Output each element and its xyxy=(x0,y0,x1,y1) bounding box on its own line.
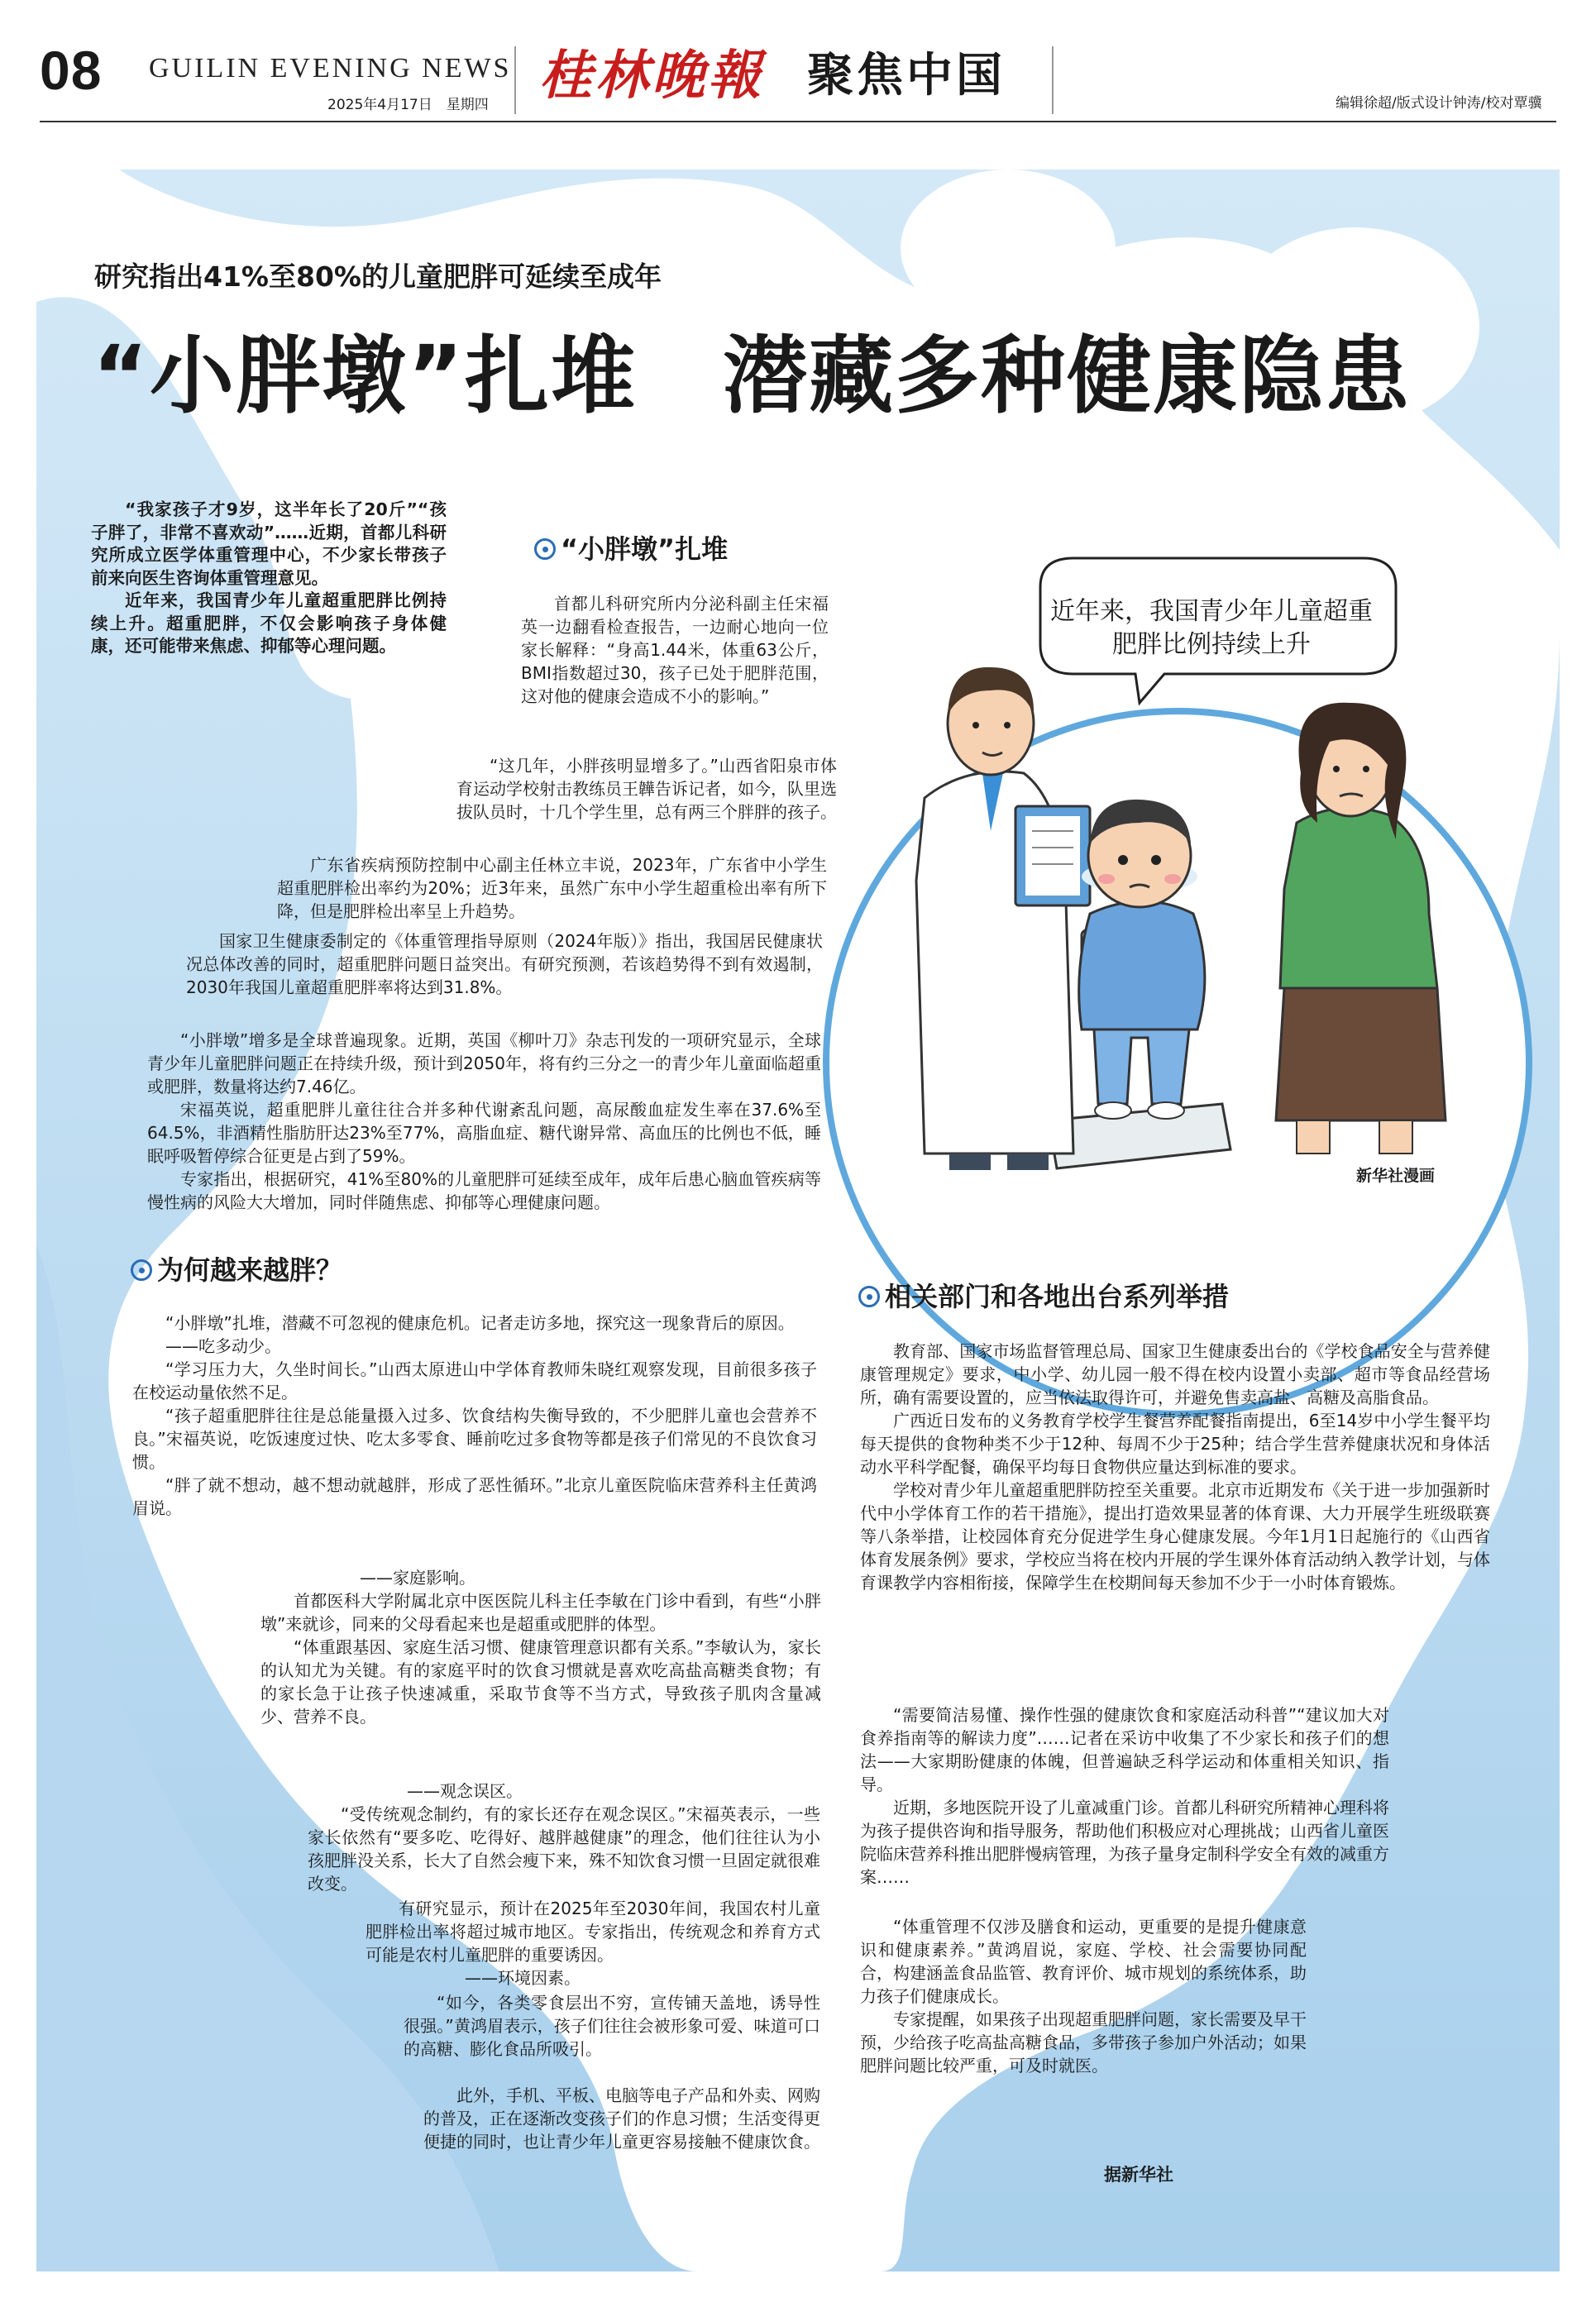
section2-text xyxy=(132,1311,817,1520)
section1-text xyxy=(186,929,823,999)
body-paragraph: “胖了就不想动，越不想动就越胖，形成了恶性循环。”北京儿童医院临床营养科主任黄鸿眉说。 xyxy=(132,1475,817,1518)
illustration-credit: 新华社漫画 xyxy=(1356,1167,1436,1185)
body-paragraph: “小胖墩”扎堆，潜藏不可忽视的健康危机。记者走访多地，探究这一现象背后的原因。 xyxy=(165,1313,795,1333)
header-rule xyxy=(40,121,1556,122)
child-figure xyxy=(1079,800,1205,1119)
article-source: 据新华社 xyxy=(1104,2165,1173,2185)
body-paragraph: ——家庭影响。 xyxy=(360,1568,475,1588)
header-divider xyxy=(514,46,516,114)
body-paragraph: “体重管理不仅涉及膳食和运动，更重要的是提升健康意识和健康素养。”黄鸿眉说，家庭、学校、社会需要协同配合，构建涵盖食品监管、教育评价、城市规划的系统体系，助力孩子们健康成长。 xyxy=(860,1917,1307,2006)
body-paragraph: 此外，手机、平板、电脑等电子产品和外卖、网购的普及，正在逐渐改变孩子们的作息习惯；生活变得更便捷的同时，也让青少年儿童更容易接触不健康饮食。 xyxy=(423,2085,820,2152)
body-paragraph: 广东省疾病预防控制中心副主任林立丰说，2023年，广东省中小学生超重肥胖检出率约为20%；近3年来，虽然广东中小学生超重检出率有所下降，但是肥胖检出率呈上升趋势。 xyxy=(277,855,827,921)
section-marker-icon xyxy=(534,538,556,560)
section1-text xyxy=(147,1029,821,1214)
body-paragraph: 国家卫生健康委制定的《体重管理指导原则（2024年版）》指出，我国居民健康状况总体改善的同时，超重肥胖问题日益突出。有研究预测，若该趋势得不到有效遏制，2030年我国儿童超重肥胖率将达到31.8%。 xyxy=(186,931,823,997)
article-headline: “小胖墩”扎堆 潜藏多种健康隐患 xyxy=(93,327,1412,426)
body-paragraph: “如今，各类零食层出不穷，宣传铺天盖地，诱导性很强。”黄鸿眉表示，孩子们往往会被形象可爱、味道可口的高糖、膨化食品所吸引。 xyxy=(404,1993,820,2059)
body-paragraph: “学习压力大，久坐时间长。”山西太原进山中学体育教师朱晓红观察发现，目前很多孩子在校运动量依然不足。 xyxy=(132,1359,817,1402)
lead-paragraph: “我家孩子才9岁，这半年长了20斤”“孩子胖了，非常不喜欢动”……近期，首都儿科研究所成立医学体重管理中心，不少家长带孩子前来向医生咨询体重管理意见。 xyxy=(91,499,447,588)
speech-bubble-text: 近年来，我国青少年儿童超重肥胖比例持续上升 xyxy=(1050,597,1373,659)
body-paragraph: “受传统观念制约，有的家长还存在观念误区。”宋福英表示，一些家长依然有“要多吃、吃得好、越胖越健康”的理念，他们往往认为小孩肥胖没关系，长大了自然会瘦下来，殊不知饮食习惯一旦固定就很难改变。 xyxy=(308,1804,820,1894)
section-heading-text: 为何越来越胖？ xyxy=(157,1254,343,1286)
body-paragraph: 宋福英说，超重肥胖儿童往往合并多种代谢紊乱问题，高尿酸血症发生率在37.6%至64.5%，非酒精性脂肪肝达23%至77%，高脂血症、糖代谢异常、高血压的比例也不低，睡眠呼吸暂停综合征更是占到了59%。 xyxy=(147,1100,821,1166)
section1-text xyxy=(456,754,837,824)
section1-text xyxy=(277,853,827,923)
newspaper-english-name: GUILIN EVENING NEWS xyxy=(149,53,512,84)
body-paragraph: 专家指出，根据研究，41%至80%的儿童肥胖可延续至成年，成年后患心脑血管疾病等慢性病的风险大大增加，同时伴随焦虑、抑郁等心理健康问题。 xyxy=(147,1169,821,1212)
section-heading-text: “小胖墩”扎堆 xyxy=(561,533,729,565)
section-heading xyxy=(858,1283,1229,1310)
body-paragraph: 近期，多地医院开设了儿童减重门诊。首都儿科研究所精神心理科将为孩子提供咨询和指导服务，帮助他们积极应对心理挑战；山西省儿童医院临床营养科推出肥胖慢病管理，为孩子量身定制科学安全有效的减重方案…… xyxy=(860,1798,1389,1887)
article-lead xyxy=(91,499,447,658)
body-paragraph: ——观念误区。 xyxy=(407,1781,523,1801)
body-paragraph: “这几年，小胖孩明显增多了。”山西省阳泉市体育运动学校射击教练员王韡告诉记者，如今，队里选拔队员时，十几个学生里，总有两三个胖胖的孩子。 xyxy=(456,756,837,822)
page-number: 08 xyxy=(40,40,103,101)
section2-text xyxy=(404,1991,820,2061)
body-paragraph: 首都儿科研究所内分泌科副主任宋福英一边翻看检查报告，一边耐心地向一位家长解释：“身高1.44米，体重63公斤，BMI指数超过30，孩子已处于肥胖范围，这对他的健康会造成不小的影响。” xyxy=(521,594,829,706)
body-paragraph: “孩子超重肥胖往往是总能量摄入过多、饮食结构失衡导致的，不少肥胖儿童也会营养不良。”宋福英说，吃饭速度过快、吃太多零食、睡前吃过多食物等都是孩子们常见的不良饮食习惯。 xyxy=(132,1406,817,1472)
body-paragraph: 有研究显示，预计在2025年至2030年间，我国农村儿童肥胖检出率将超过城市地区。专家指出，传统观念和养育方式可能是农村儿童肥胖的重要诱因。 xyxy=(366,1899,820,1965)
body-paragraph: 专家提醒，如果孩子出现超重肥胖问题，家长需要及早干预，少给孩子吃高盐高糖食品，多带孩子参加户外活动；如果肥胖问题比较严重，可及时就医。 xyxy=(860,2009,1307,2076)
section3-text xyxy=(860,1915,1307,2077)
newspaper-logo: 桂林晚報 xyxy=(539,45,764,107)
body-paragraph: 首都医科大学附属北京中医医院儿科主任李敏在门诊中看到，有些“小胖墩”来就诊，同来的父母看起来也是超重或肥胖的体型。 xyxy=(260,1591,821,1634)
section-heading xyxy=(131,1254,343,1286)
section-marker-icon xyxy=(131,1259,152,1281)
section2-text xyxy=(260,1566,821,1728)
section-title: 聚焦中国 xyxy=(807,49,1006,103)
issue-date: 2025年4月17日 星期四 xyxy=(327,97,489,113)
body-paragraph: 广西近日发布的义务教育学校学生餐营养配餐指南提出，6至14岁中小学生餐平均每天提供的食物种类不少于12种、每周不少于25种；结合学生营养健康状况和身体活动水平科学配餐，确保平均每日食物供应量达到标准的要求。 xyxy=(860,1411,1490,1477)
article-subhead: 研究指出41%至80%的儿童肥胖可延续至成年 xyxy=(94,260,662,293)
section-heading-text: 相关部门和各地出台系列举措 xyxy=(885,1281,1230,1312)
body-paragraph: 教育部、国家市场监督管理总局、国家卫生健康委出台的《学校食品安全与营养健康管理规定》要求，中小学、幼儿园一般不得在校内设置小卖部、超市等食品经营场所，确有需要设置的，应当依法取得许可，并避免售卖高盐、高糖及高脂食品。 xyxy=(860,1341,1490,1407)
body-paragraph: “需要简洁易懂、操作性强的健康饮食和家庭活动科普”“建议加大对食养指南等的解读力度”……记者在采访中收集了不少家长和孩子们的想法——大家期盼健康的体魄，但普遍缺乏科学运动和体重相关知识、指导。 xyxy=(860,1705,1389,1794)
body-paragraph: “小胖墩”增多是全球普遍现象。近期，英国《柳叶刀》杂志刊发的一项研究显示，全球青少年儿童肥胖问题正在持续升级，预计到2050年，将有约三分之一的青少年儿童面临超重或肥胖，数量将达约7.46亿。 xyxy=(147,1030,821,1096)
body-paragraph: 学校对青少年儿童超重肥胖防控至关重要。北京市近期发布《关于进一步加强新时代中小学体育工作的若干措施》，提出打造效果显著的体育课、大力开展学生班级联赛等八条举措，让校园体育充分促进学生身心健康发展。今年1月1日起施行的《山西省体育发展条例》要求，学校应当将在校内开展的学生课外体育活动纳入教学计划，与体育课教学内容相衔接，保障学生在校期间每天参加不少于一小时体育锻炼。 xyxy=(860,1480,1490,1593)
header-divider xyxy=(1052,46,1054,114)
mother-figure xyxy=(1276,703,1445,1154)
body-paragraph: ——吃多动少。 xyxy=(165,1336,281,1356)
section3-text xyxy=(860,1703,1389,1889)
body-paragraph: ——环境因素。 xyxy=(465,1968,581,1988)
doctor-figure xyxy=(916,667,1090,1170)
section3-text xyxy=(860,1340,1490,1594)
body-paragraph: “体重跟基因、家庭生活习惯、健康管理意识都有关系。”李敏认为，家长的认知尤为关键。有的家庭平时的饮食习惯就是喜欢吃高盐高糖类食物；有的家长急于让孩子快速减重，采取节食等不当方式，导致孩子肌肉含量减少、营养不良。 xyxy=(260,1637,821,1727)
lead-paragraph: 近年来，我国青少年儿童超重肥胖比例持续上升。超重肥胖，不仅会影响孩子身体健康，还可能带来焦虑、抑郁等心理问题。 xyxy=(91,590,447,656)
section-heading xyxy=(534,533,729,565)
section2-text xyxy=(308,1779,820,1895)
section-marker-icon xyxy=(858,1286,880,1307)
section2-text xyxy=(423,2084,820,2153)
section1-text xyxy=(521,592,829,708)
section2-text xyxy=(366,1897,820,1990)
editor-credits: 编辑徐超/版式设计钟涛/校对覃骥 xyxy=(1336,95,1542,112)
